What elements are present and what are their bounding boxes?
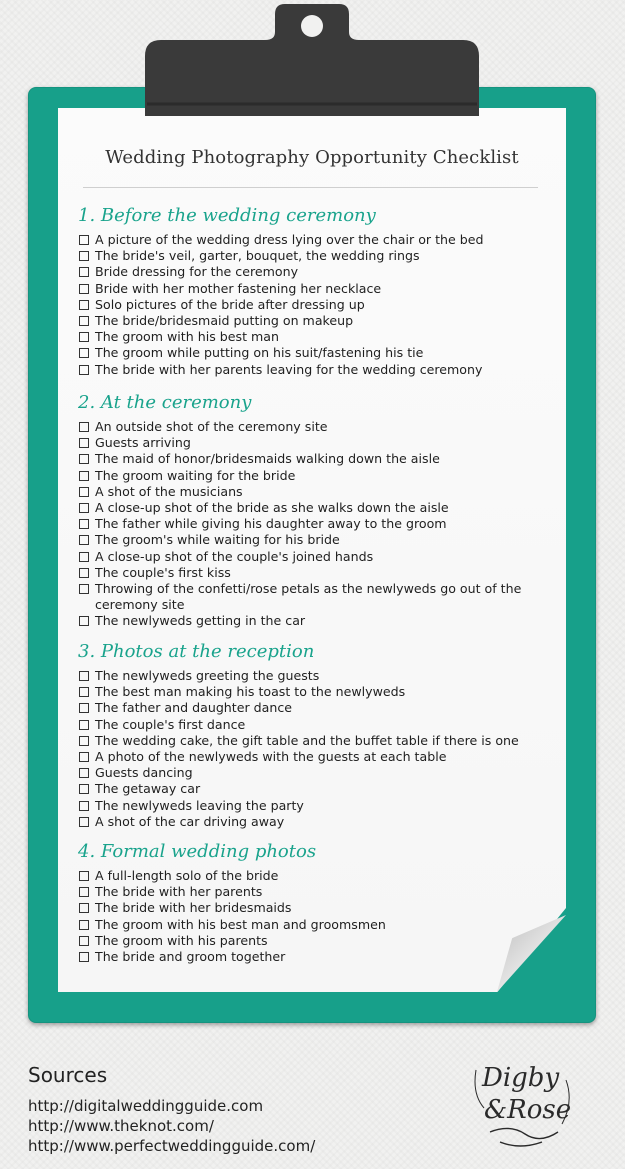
checkbox[interactable] — [79, 503, 89, 513]
checklist-item — [78, 435, 548, 451]
checklist-item — [78, 717, 548, 733]
checklist-item — [78, 549, 548, 565]
checkbox[interactable] — [79, 487, 89, 497]
checklist-item — [78, 917, 548, 933]
checklist-item-label: The newlyweds getting in the car — [95, 613, 306, 629]
checklist-item-label: Guests dancing — [95, 765, 193, 781]
checklist-item — [78, 248, 548, 264]
digby-rose-logo — [470, 1050, 580, 1160]
checkbox[interactable] — [79, 235, 89, 245]
checkbox[interactable] — [79, 752, 89, 762]
checklist-item — [78, 468, 548, 484]
checkbox[interactable] — [79, 736, 89, 746]
checkbox[interactable] — [79, 903, 89, 913]
checklist-item-label: The father while giving his daughter away to the groom — [95, 516, 447, 532]
checklist-item-label: A full-length solo of the bride — [95, 868, 279, 883]
checklist-item — [78, 264, 548, 280]
checklist-item-label: The bride's veil, garter, bouquet, the wedding rings — [95, 248, 420, 264]
checklist-item-label: The groom's while waiting for his bride — [95, 532, 340, 548]
checkbox[interactable] — [79, 535, 89, 545]
checklist-item-label: The couple's first kiss — [95, 564, 231, 580]
checkbox[interactable] — [79, 584, 89, 594]
checkbox[interactable] — [79, 552, 89, 562]
source-link[interactable]: http://www.theknot.com/ — [28, 1117, 214, 1135]
checkbox[interactable] — [79, 887, 89, 897]
checklist-item-label: Guests arriving — [95, 435, 191, 451]
checkbox[interactable] — [79, 332, 89, 342]
checklist-item — [78, 532, 548, 548]
checklist-item-label: The couple's first dance — [95, 716, 246, 732]
checklist-item-label: The getaway car — [95, 781, 201, 797]
checkbox[interactable] — [79, 671, 89, 681]
checklist-item-label: The bride with her parents leaving for the wedding ceremony — [95, 361, 483, 377]
checkbox[interactable] — [79, 422, 89, 432]
checkbox[interactable] — [79, 784, 89, 794]
checklist-item — [78, 281, 548, 297]
checklist — [78, 232, 548, 378]
checklist-item — [78, 565, 548, 581]
checkbox[interactable] — [79, 471, 89, 481]
checklist-item — [78, 781, 548, 797]
checklist-item — [78, 684, 548, 700]
checkbox[interactable] — [79, 348, 89, 358]
checkbox[interactable] — [79, 438, 89, 448]
checklist-item-label: The groom waiting for the bride — [95, 467, 296, 483]
checklist-item — [78, 581, 548, 613]
checklist-item-label: The father and daughter dance — [95, 700, 293, 716]
checklist-item-label: The maid of honor/bridesmaids walking down the aisle — [95, 451, 440, 467]
checkbox[interactable] — [79, 616, 89, 626]
checklist-item — [78, 297, 548, 313]
checklist-item-label: The groom with his best man — [95, 329, 279, 345]
sources-list — [28, 1096, 315, 1156]
checklist-item-label: The bride with her bridesmaids — [95, 900, 292, 916]
section-before-ceremony — [78, 206, 548, 378]
checkbox[interactable] — [79, 687, 89, 697]
checklist-item-label: The newlyweds greeting the guests — [95, 668, 320, 683]
checklist-item — [78, 484, 548, 500]
checklist-item — [78, 362, 548, 378]
checklist-item-label: An outside shot of the ceremony site — [95, 419, 328, 434]
checklist-item — [78, 500, 548, 516]
checkbox[interactable] — [79, 920, 89, 930]
checklist-item-label: Bride dressing for the ceremony — [95, 264, 299, 280]
checklist — [78, 419, 548, 630]
section-title: 4. Formal wedding photos — [78, 841, 317, 862]
checklist-item-label: The bride with her parents — [95, 884, 263, 900]
checklist-item-label: Throwing of the confetti/rose petals as the newlyweds go out of the ceremony site — [95, 581, 522, 613]
checkbox[interactable] — [79, 720, 89, 730]
checklist-item-label: The best man making his toast to the newlyweds — [95, 684, 406, 700]
checkbox[interactable] — [79, 365, 89, 375]
checklist-item-label: Solo pictures of the bride after dressing up — [95, 296, 365, 312]
checklist-item-label: A shot of the musicians — [95, 483, 243, 499]
checkbox[interactable] — [79, 703, 89, 713]
checklist-item-label: A picture of the wedding dress lying over the chair or the bed — [95, 232, 484, 247]
logo-line-1: Digby — [482, 1063, 560, 1093]
checklist-item — [78, 232, 548, 248]
checklist-item — [78, 613, 548, 629]
section-title: 1. Before the wedding ceremony — [78, 205, 376, 226]
checklist-item — [78, 451, 548, 467]
checklist-item — [78, 749, 548, 765]
checklist-item-label: A close-up shot of the couple's joined hands — [95, 548, 374, 564]
checklist-item — [78, 884, 548, 900]
checklist-item — [78, 814, 548, 830]
title-divider — [83, 187, 538, 188]
checkbox[interactable] — [79, 871, 89, 881]
section-title: 2. At the ceremony — [78, 392, 252, 413]
sources-heading: Sources — [28, 1063, 108, 1087]
logo-line-2: &Rose — [484, 1095, 572, 1125]
section-formal-photos — [78, 842, 548, 965]
section-reception — [78, 642, 548, 830]
checklist-item — [78, 933, 548, 949]
checklist-item-label: The groom with his parents — [95, 932, 268, 948]
checklist-item — [78, 313, 548, 329]
checkbox[interactable] — [79, 936, 89, 946]
checklist-item-label: The groom while putting on his suit/fastening his tie — [95, 345, 424, 361]
checkbox[interactable] — [79, 251, 89, 261]
checklist-item — [78, 900, 548, 916]
checklist-item — [78, 868, 548, 884]
checklist — [78, 668, 548, 830]
checklist-item-label: The wedding cake, the gift table and the buffet table if there is one — [95, 732, 519, 748]
checkbox[interactable] — [79, 267, 89, 277]
source-link[interactable]: http://www.perfectweddingguide.com/ — [28, 1137, 316, 1155]
checkbox[interactable] — [79, 316, 89, 326]
checkbox[interactable] — [79, 768, 89, 778]
checklist-item — [78, 798, 548, 814]
checklist-item-label: A close-up shot of the bride as she walks down the aisle — [95, 500, 449, 516]
section-title: 3. Photos at the reception — [78, 641, 315, 662]
checklist-item — [78, 949, 548, 965]
clipboard-clip — [145, 4, 479, 116]
page-title: Wedding Photography Opportunity Checklist — [105, 147, 519, 168]
checklist-item — [78, 668, 548, 684]
checkbox[interactable] — [79, 519, 89, 529]
checklist-item-label: A photo of the newlyweds with the guests at each table — [95, 749, 447, 765]
checkbox[interactable] — [79, 300, 89, 310]
checkbox[interactable] — [79, 568, 89, 578]
checklist-item — [78, 765, 548, 781]
checkbox[interactable] — [79, 817, 89, 827]
checklist-item — [78, 345, 548, 361]
source-link[interactable]: http://digitalweddingguide.com — [28, 1097, 264, 1115]
checklist-item — [78, 700, 548, 716]
checklist-item-label: Bride with her mother fastening her necklace — [95, 280, 382, 296]
checkbox[interactable] — [79, 801, 89, 811]
checklist-item-label: A shot of the car driving away — [95, 813, 285, 829]
checklist-item — [78, 329, 548, 345]
checklist-item — [78, 733, 548, 749]
checklist-item-label: The groom with his best man and groomsmen — [95, 916, 386, 932]
checklist — [78, 868, 548, 965]
checklist-item — [78, 419, 548, 435]
checkbox[interactable] — [79, 284, 89, 294]
checklist-item-label: The bride and groom together — [95, 949, 286, 965]
checklist-item-label: The newlyweds leaving the party — [95, 797, 304, 813]
section-at-ceremony — [78, 393, 548, 630]
checkbox[interactable] — [79, 454, 89, 464]
checkbox[interactable] — [79, 952, 89, 962]
checklist-item-label: The bride/bridesmaid putting on makeup — [95, 313, 354, 329]
checklist-item — [78, 516, 548, 532]
